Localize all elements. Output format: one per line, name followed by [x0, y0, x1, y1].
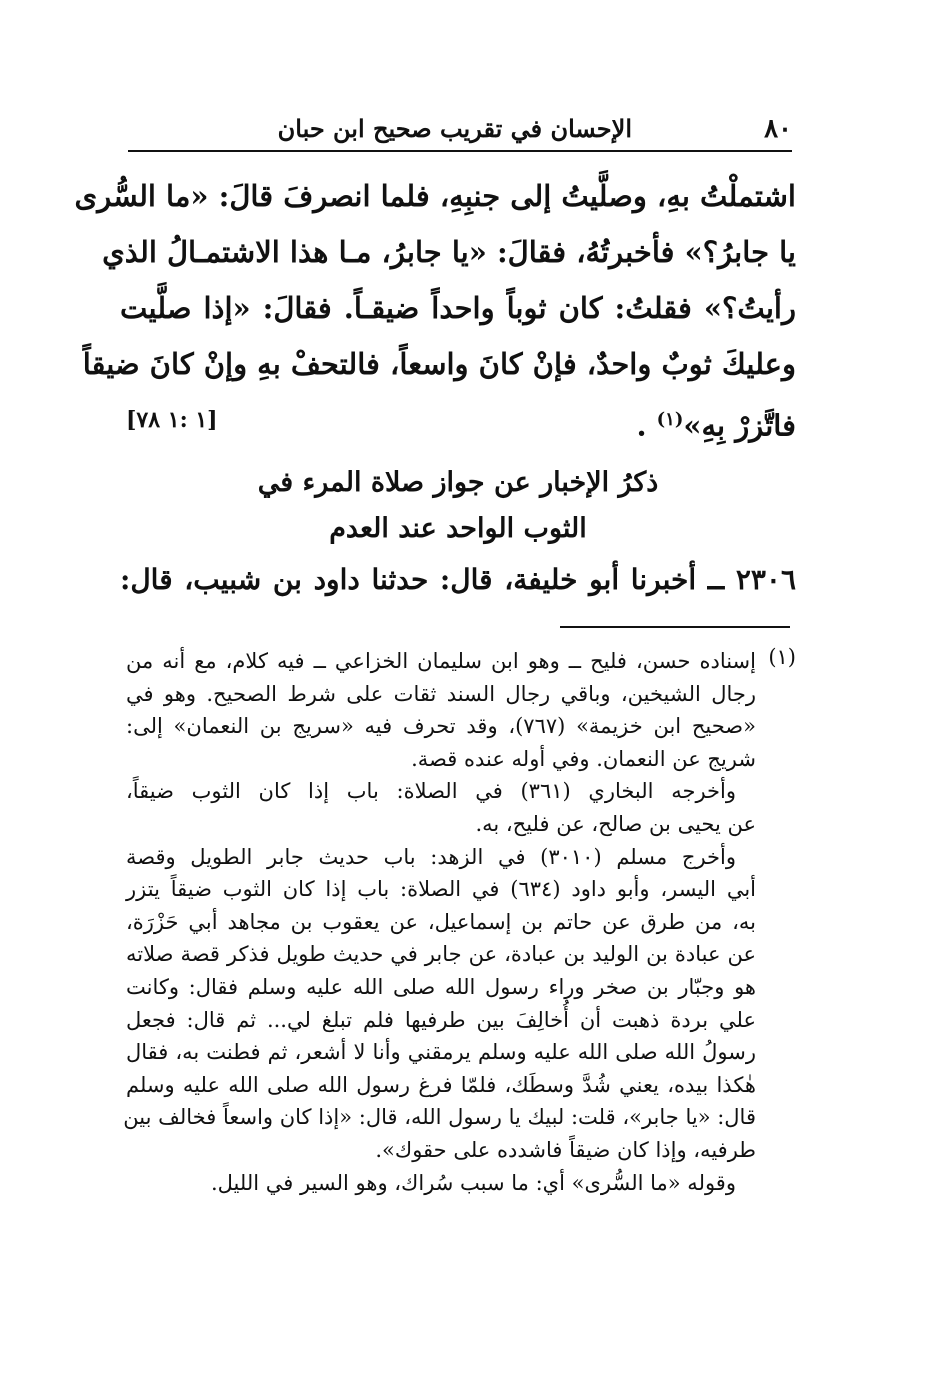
section-heading	[120, 460, 796, 552]
footnote-line: رجال الشيخين، وباقي رجال السند ثقات على شرط الصحيح. وهو في	[126, 681, 757, 706]
footnote-line: وأخرج مسلم (٣٠١٠) في الزهد: باب حديث جابر الطويل وقصة	[126, 844, 736, 869]
hadith-opening: ٢٣٠٦ ــ أخبرنا أبو خليفة، قال: حدثنا داود بن شبيب، قال:	[120, 563, 796, 596]
footnote-line: وأخرجه البخاري (٣٦١) في الصلاة: باب إذا كان الثوب ضيقاً،	[126, 779, 736, 804]
footnote-line: عن عبادة بن الوليد بن عبادة، عن جابر في حديث طويل فذكر قصة صلاته	[126, 942, 756, 967]
footnote-line: عن يحيى بن صالح، عن فليح، به.	[475, 811, 756, 836]
text-line: وعليكَ ثوبٌ واحدٌ، فإنْ كانَ واسعاً، فالتحفْ بهِ وإنْ كانَ ضيقاً	[82, 347, 796, 381]
main-text	[74, 168, 796, 448]
footnote-line: «صحيح ابن خزيمة» (٧٦٧)، وقد تحرف فيه «سريج بن النعمان» إلى:	[126, 714, 756, 739]
footnote-rule	[560, 626, 790, 628]
source-reference: [١ :١ ٧٨]	[126, 407, 218, 433]
footnote-line: به، من طرق عن حاتم بن إسماعيل، عن يعقوب بن مجاهد أبي حَزْرَة،	[126, 909, 756, 934]
footnote-number: (١)	[768, 645, 796, 669]
footnote-marker: (١)	[656, 409, 684, 430]
footnote-line: أبي اليسر، وأبو داود (٦٣٤) في الصلاة: باب إذا كان الثوب ضيقاً يتزر	[126, 877, 756, 902]
text-line-last	[120, 392, 796, 448]
text-line: اشتملْتُ بهِ، وصلَّيتُ إلى جنبِهِ، فلما انصرفَ قالَ: «ما السُّرى	[74, 179, 796, 213]
header-rule	[128, 150, 792, 152]
text-line: رأيتُ؟» فقلتُ: كان ثوباً واحداً ضيقـاً. فقالَ: «إذا صلَّيت	[120, 291, 796, 325]
footnote-line: هو وجبّار بن صخر وراء رسول الله صلى الله عليه وسلم فقال: وكانت	[126, 974, 756, 999]
page-number: ٨٠	[764, 114, 792, 144]
footnote-line: رسولُ الله صلى الله عليه وسلم يرمقني وأنا لا أشعر، ثم فطنت به، فقال	[126, 1040, 756, 1065]
footnote-line: طرفيه، وإذا كان ضيقاً فاشدده على حقوك».	[375, 1137, 756, 1162]
heading-line: ذكرُ الإخبار عن جواز صلاة المرء في	[257, 467, 659, 498]
footnote-line: علي بردة ذهبت أن أُخالِفَ بين طرفيها فلم تبلغ لي... ثم قال: فجعل	[126, 1007, 756, 1032]
running-title: الإحسان في تقريب صحيح ابن حبان	[277, 114, 632, 143]
last-line-text: فاتَّزرْ بِهِ»	[683, 408, 796, 443]
text-line: يا جابرُ؟» فأخبرتُهُ، فقالَ: «يا جابرُ، مـا هذا الاشتمـالُ الذي	[102, 235, 796, 269]
footnotes	[123, 645, 796, 1199]
footnote-line: قال: «يا جابر»، قلت: لبيك يا رسول الله، قال: «إذا كان واسعاً فخالف بين	[123, 1105, 756, 1130]
footnote-line: إسناده حسن، فليح ــ وهو ابن سليمان الخزاعي ــ فيه كلام، مع أنه من	[126, 649, 756, 673]
footnote-line: شريج عن النعمان. وفي أوله عنده قصة.	[411, 746, 756, 771]
footnote-line: وقوله «ما السُّرى» أي: ما سبب سُراك، وهو السير في الليل.	[210, 1170, 736, 1195]
last-line-end: .	[636, 408, 657, 443]
heading-line: الثوب الواحد عند العدم	[329, 513, 587, 544]
footnote-line: هٰكذا بيده، يعني شُدَّ وسطَك، فلمّا فرغ رسول الله صلى الله عليه وسلم	[126, 1072, 756, 1097]
running-header	[128, 108, 792, 148]
